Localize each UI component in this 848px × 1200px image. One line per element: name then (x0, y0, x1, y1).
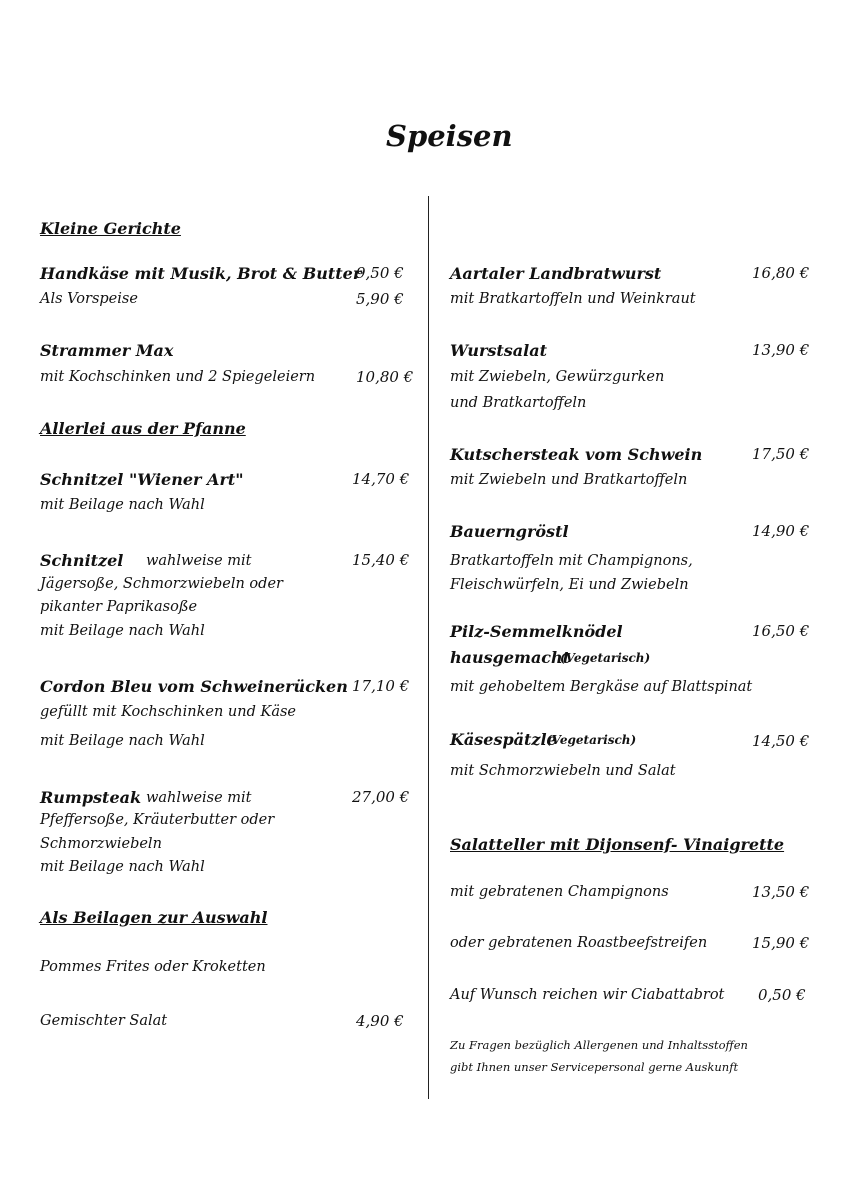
dish-desc-rumpsteak-line1: Pfeffersoße, Kräuterbutter oder (40, 812, 275, 828)
dish-name-kutschersteak: Kutschersteak vom Schwein (450, 445, 703, 464)
dish-price-landbratwurst: 16,80 € (752, 264, 810, 282)
section-heading-kleine-gerichte: Kleine Gerichte (40, 219, 181, 238)
dish-desc-schnitzel-line1: Jägersoße, Schmorzwiebeln oder (40, 576, 283, 592)
dish-desc-wurstsalat-line1: mit Zwiebeln, Gewürzgurken (450, 369, 665, 385)
side-price-gemischter-salat: 4,90 € (356, 1012, 404, 1030)
vegetarian-tag-semmelknoedel: (Vegetarisch) (560, 651, 651, 665)
dish-desc-cordon-bleu-line1: gefüllt mit Kochschinken und Käse (40, 704, 296, 720)
salad-price-champignons: 13,50 € (752, 883, 810, 901)
dish-desc-cordon-bleu-line2: mit Beilage nach Wahl (40, 733, 205, 749)
dish-price-handkaese-vorspeise: 5,90 € (356, 290, 404, 308)
dish-name-wurstsalat: Wurstsalat (450, 341, 547, 360)
dish-choice-rumpsteak: wahlweise mit (146, 790, 252, 806)
dish-desc-kaesespaetzle: mit Schmorzwiebeln und Salat (450, 763, 676, 779)
section-heading-pfanne: Allerlei aus der Pfanne (40, 419, 246, 438)
dish-name-semmelknoedel: Pilz-Semmelknödel (450, 622, 623, 641)
allergen-note-line1: Zu Fragen bezüglich Allergenen und Inhaltsstoffen (450, 1038, 748, 1052)
dish-name-bauerngroestl: Bauerngröstl (450, 522, 569, 541)
dish-price-semmelknoedel: 16,50 € (752, 622, 810, 640)
dish-desc-handkaese-vorspeise: Als Vorspeise (40, 291, 138, 307)
column-divider (428, 196, 429, 1099)
dish-name-rumpsteak: Rumpsteak (40, 788, 142, 807)
dish-name-handkaese: Handkäse mit Musik, Brot & Butter (40, 264, 362, 283)
dish-price-bauerngroestl: 14,90 € (752, 522, 810, 540)
dish-desc-bauerngroestl-line1: Bratkartoffeln mit Champignons, (450, 553, 693, 569)
dish-name-schnitzel-wiener: Schnitzel "Wiener Art" (40, 470, 244, 489)
dish-choice-schnitzel: wahlweise mit (146, 553, 252, 569)
dish-price-handkaese: 9,50 € (356, 264, 404, 282)
dish-desc-strammer-max: mit Kochschinken und 2 Spiegeleiern (40, 369, 316, 385)
dish-desc-semmelknoedel: mit gehobeltem Bergkäse auf Blattspinat (450, 679, 753, 695)
dish-name-semmelknoedel-line2: hausgemacht (450, 648, 571, 667)
dish-desc-kutschersteak: mit Zwiebeln und Bratkartoffeln (450, 472, 688, 488)
page-title: Speisen (386, 119, 513, 153)
dish-desc-rumpsteak-line3: mit Beilage nach Wahl (40, 859, 205, 875)
dish-desc-schnitzel-line3: mit Beilage nach Wahl (40, 623, 205, 639)
salad-desc-roastbeef: oder gebratenen Roastbeefstreifen (450, 935, 708, 951)
dish-desc-schnitzel-wiener: mit Beilage nach Wahl (40, 497, 205, 513)
salad-desc-ciabatta: Auf Wunsch reichen wir Ciabattabrot (450, 987, 725, 1003)
salad-price-roastbeef: 15,90 € (752, 934, 810, 952)
dish-price-kaesespaetzle: 14,50 € (752, 732, 810, 750)
dish-price-wurstsalat: 13,90 € (752, 341, 810, 359)
side-gemischter-salat: Gemischter Salat (40, 1013, 168, 1029)
side-pommes: Pommes Frites oder Kroketten (40, 959, 266, 975)
salad-price-ciabatta: 0,50 € (758, 986, 806, 1004)
dish-desc-wurstsalat-line2: und Bratkartoffeln (450, 395, 587, 411)
dish-price-strammer-max: 10,80 € (356, 368, 414, 386)
section-heading-beilagen: Als Beilagen zur Auswahl (40, 908, 268, 927)
dish-desc-landbratwurst: mit Bratkartoffeln und Weinkraut (450, 291, 696, 307)
allergen-note-line2: gibt Ihnen unser Servicepersonal gerne Auskunft (450, 1060, 739, 1074)
dish-desc-bauerngroestl-line2: Fleischwürfeln, Ei und Zwiebeln (450, 577, 689, 593)
vegetarian-tag-kaesespaetzle: (Vegetarisch) (546, 733, 637, 747)
dish-price-schnitzel: 15,40 € (352, 551, 410, 569)
dish-name-landbratwurst: Aartaler Landbratwurst (450, 264, 662, 283)
dish-price-schnitzel-wiener: 14,70 € (352, 470, 410, 488)
dish-name-strammer-max: Strammer Max (40, 341, 174, 360)
section-heading-salatteller: Salatteller mit Dijonsenf- Vinaigrette (450, 835, 785, 854)
dish-price-cordon-bleu: 17,10 € (352, 677, 410, 695)
dish-price-kutschersteak: 17,50 € (752, 445, 810, 463)
salad-desc-champignons: mit gebratenen Champignons (450, 884, 669, 900)
dish-desc-schnitzel-line2: pikanter Paprikasoße (40, 599, 198, 615)
dish-desc-rumpsteak-line2: Schmorzwiebeln (40, 836, 162, 852)
dish-name-schnitzel: Schnitzel (40, 551, 124, 570)
dish-price-rumpsteak: 27,00 € (352, 788, 410, 806)
dish-name-cordon-bleu: Cordon Bleu vom Schweinerücken (40, 677, 348, 696)
dish-name-kaesespaetzle: Käsespätzle (450, 730, 557, 749)
